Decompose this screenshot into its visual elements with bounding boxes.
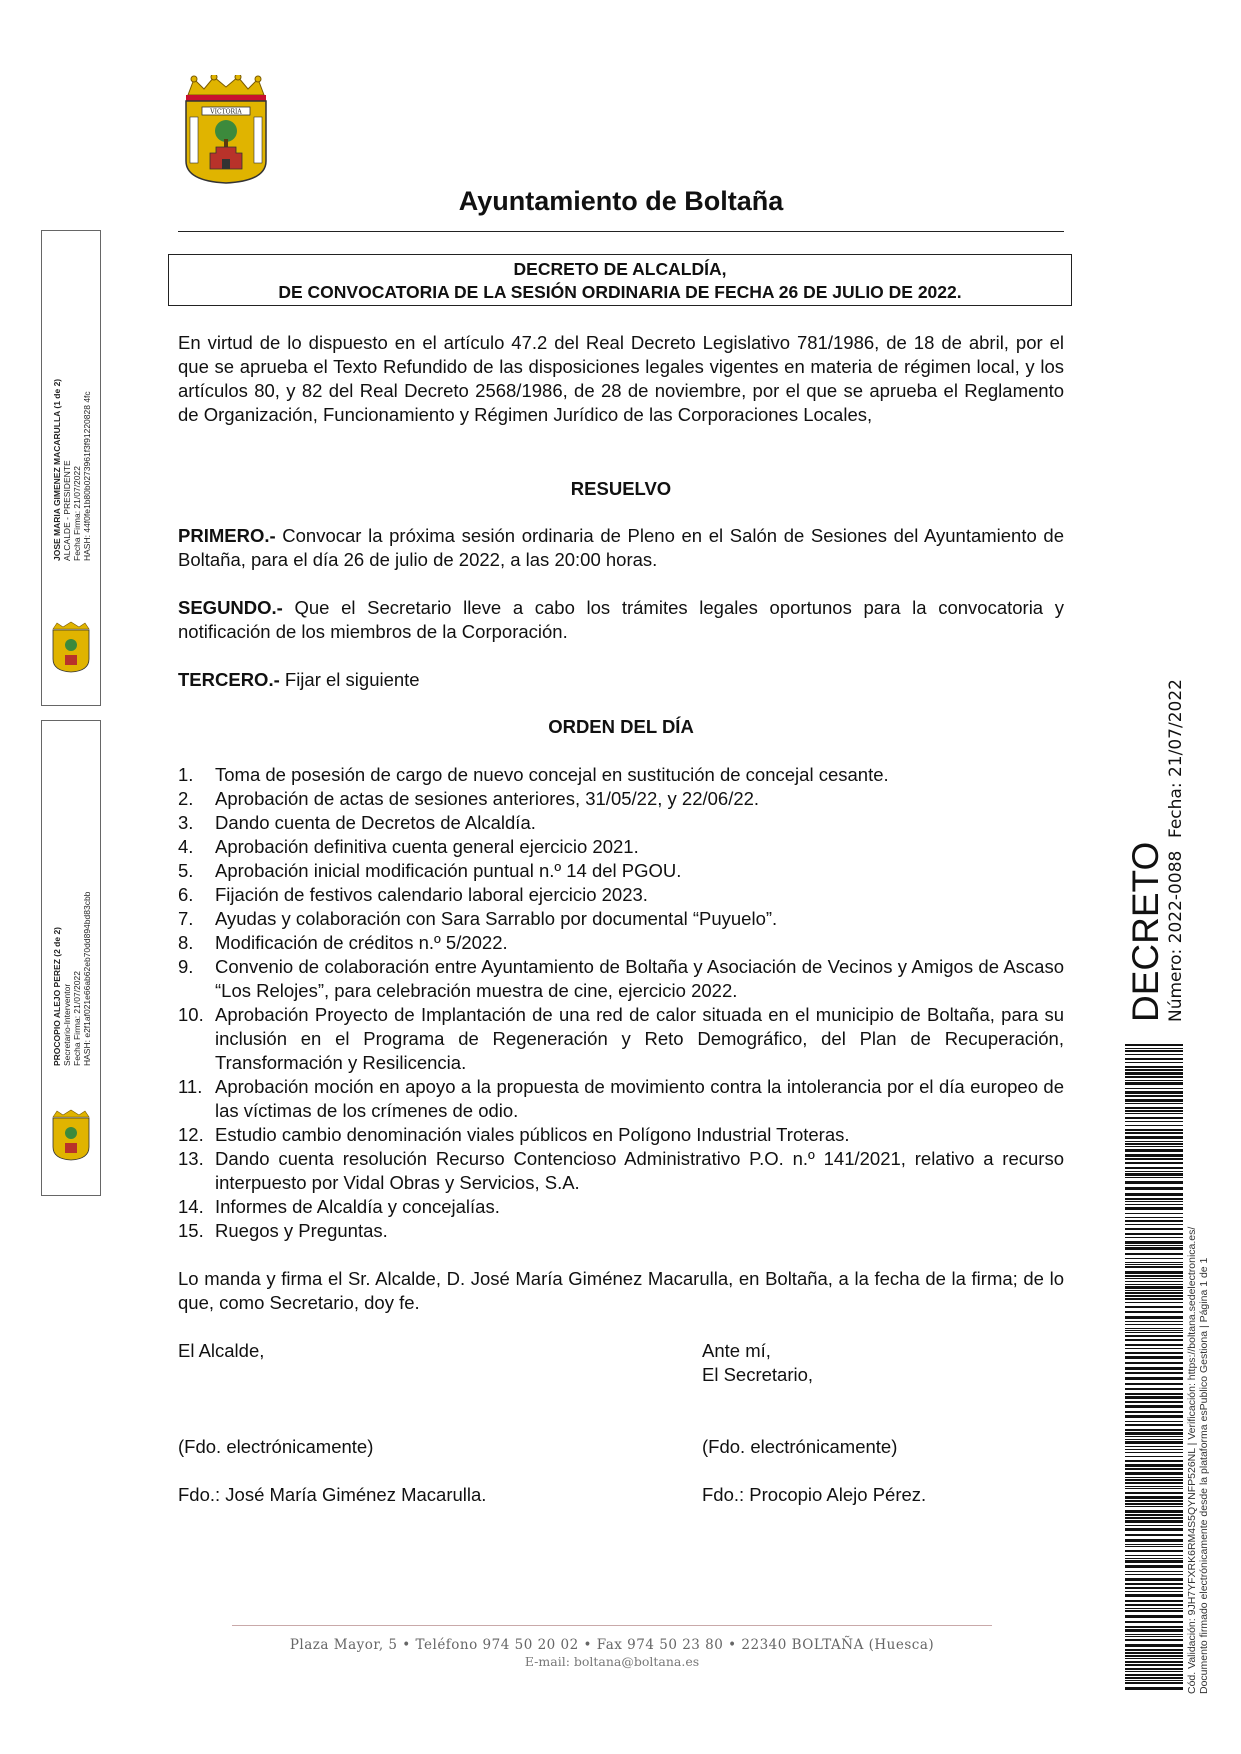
barcode-bar xyxy=(1125,1213,1183,1214)
barcode-bar xyxy=(1125,1335,1183,1337)
barcode-bar xyxy=(1125,1574,1183,1575)
barcode-bar xyxy=(1125,1266,1183,1268)
barcode-bar xyxy=(1125,1578,1183,1581)
agenda-item-number: 7. xyxy=(178,908,194,929)
barcode-bar xyxy=(1125,1207,1183,1210)
barcode-bar xyxy=(1125,1228,1183,1230)
barcode-bar xyxy=(1125,1503,1183,1505)
decreto-stamp-label: DECRETO xyxy=(1125,841,1166,1022)
barcode-bar xyxy=(1125,1198,1183,1200)
barcode-bar xyxy=(1125,1284,1183,1285)
barcode-bar xyxy=(1125,1220,1183,1222)
barcode-bar xyxy=(1125,1558,1183,1559)
barcode-bar xyxy=(1125,1429,1183,1431)
signature-date: Fecha Firma: 21/07/2022 xyxy=(72,466,82,561)
barcode-bar xyxy=(1125,1201,1183,1202)
barcode-bar xyxy=(1125,1321,1183,1322)
barcode-bar xyxy=(1125,1488,1183,1489)
decree-number: Número: 2022-0088 xyxy=(1166,850,1186,1022)
signer-name: JOSE MARIA GIMENEZ MACARULLA (1 de 2) xyxy=(52,378,62,561)
barcode-bar xyxy=(1125,1546,1183,1547)
agenda-list xyxy=(178,763,1064,1243)
barcode-bar xyxy=(1125,1539,1183,1542)
barcode-bar xyxy=(1125,1316,1183,1319)
barcode-bar xyxy=(1125,1328,1183,1329)
signature-left-electronic: (Fdo. electrónicamente) xyxy=(178,1436,374,1457)
barcode-bar xyxy=(1125,1091,1183,1094)
barcode-bar xyxy=(1125,1076,1183,1078)
barcode-bar xyxy=(1125,1217,1183,1218)
barcode-bar xyxy=(1125,1492,1183,1494)
barcode-bar xyxy=(1125,1517,1183,1519)
agenda-item xyxy=(178,1147,1064,1195)
barcode-bar xyxy=(1125,1278,1183,1279)
validation-code xyxy=(1186,1227,1210,1694)
barcode-bar xyxy=(1125,1472,1183,1475)
mini-crest-icon xyxy=(49,1109,93,1161)
barcode-bar xyxy=(1125,1510,1183,1513)
agenda-item-number: 10. xyxy=(178,1004,204,1025)
barcode-bar xyxy=(1125,1629,1183,1632)
barcode-bar xyxy=(1125,1594,1183,1597)
agenda-item xyxy=(178,859,1064,883)
barcode-bar xyxy=(1125,1306,1183,1308)
decree-title-line2: DE CONVOCATORIA DE LA SESIÓN ORDINARIA DE FECHA 26 DE JULIO DE 2022. xyxy=(278,282,962,302)
barcode-bar xyxy=(1125,1110,1183,1112)
agenda-item-text: Estudio cambio denominación viales públicos en Polígono Industrial Troteras. xyxy=(215,1124,850,1145)
decree-date: Fecha: 21/07/2022 xyxy=(1166,679,1186,838)
barcode-bar xyxy=(1125,1187,1183,1190)
barcode-bar xyxy=(1125,1062,1183,1063)
agenda-item-number: 12. xyxy=(178,1124,204,1145)
barcode-bar xyxy=(1125,1173,1183,1176)
barcode-bar xyxy=(1125,1295,1183,1297)
signer-role: ALCALDE - PRESIDENTE xyxy=(62,460,72,561)
agenda-item-number: 8. xyxy=(178,932,194,953)
barcode-bar xyxy=(1125,1415,1183,1418)
signature-right-name: Fdo.: Procopio Alejo Pérez. xyxy=(702,1484,927,1505)
barcode-bar xyxy=(1125,1439,1183,1440)
agenda-item-number: 6. xyxy=(178,884,194,905)
barcode-bar xyxy=(1125,1298,1183,1300)
barcode-bar xyxy=(1125,1125,1183,1126)
barcode-bar xyxy=(1125,1302,1183,1303)
barcode-bar xyxy=(1125,1044,1183,1046)
barcode-bar xyxy=(1125,1292,1183,1294)
barcode-bar xyxy=(1125,1286,1183,1289)
barcode-bar xyxy=(1125,1146,1183,1147)
barcode-bar xyxy=(1125,1534,1183,1536)
barcode-bar xyxy=(1125,1621,1183,1623)
agenda-item-number: 11. xyxy=(178,1076,203,1097)
barcode-bar xyxy=(1125,1177,1183,1178)
barcode-bar xyxy=(1125,1245,1183,1246)
barcode-bar xyxy=(1125,1224,1183,1225)
barcode-bar xyxy=(1125,1468,1183,1470)
footer-email: E-mail: boltana@boltana.es xyxy=(524,1654,700,1669)
barcode-bar xyxy=(1125,1117,1183,1119)
barcode-bar xyxy=(1125,1271,1183,1274)
barcode-bar xyxy=(1125,1608,1183,1609)
orden-del-dia-heading: ORDEN DEL DÍA xyxy=(548,716,694,737)
barcode-bar xyxy=(1125,1486,1183,1487)
agenda-item-number: 9. xyxy=(178,956,194,977)
barcode-bar xyxy=(1125,1452,1183,1453)
barcode-bar xyxy=(1125,1446,1183,1447)
signature-right-electronic: (Fdo. electrónicamente) xyxy=(702,1436,898,1457)
agenda-item xyxy=(178,763,1064,787)
header-divider xyxy=(178,231,1064,232)
barcode-bar xyxy=(1125,1514,1183,1516)
signer-name: PROCOPIO ALEJO PEREZ (2 de 2) xyxy=(52,926,62,1066)
barcode-bar xyxy=(1125,1158,1183,1160)
agenda-item-text: Aprobación Proyecto de Implantación de una red de calor situada en el municipio de Boltaña, para su inclusión en el Programa de Regeneración y Reto Demográfico, del Plan de Recuperación, Transformación y Resilicencia. xyxy=(215,1004,1064,1073)
barcode-bar xyxy=(1125,1644,1183,1647)
barcode-bar xyxy=(1125,1344,1183,1346)
signature-left-name: Fdo.: José María Giménez Macarulla. xyxy=(178,1484,487,1505)
agenda-item-text: Aprobación moción en apoyo a la propuesta de movimiento contra la intolerancia por el día europeo de las víctimas de los crímenes de odio. xyxy=(215,1076,1064,1121)
barcode-bar xyxy=(1125,1113,1183,1114)
barcode-bar xyxy=(1125,1436,1183,1437)
agenda-item-text: Dando cuenta resolución Recurso Contencioso Administrativo P.O. n.º 141/2021, relativo a recurso interpuesto por Vidal Obras y Servicios, S.A. xyxy=(215,1148,1064,1193)
agenda-item-text: Ruegos y Preguntas. xyxy=(215,1220,388,1241)
primero-label: PRIMERO.- xyxy=(178,525,276,546)
agenda-item xyxy=(178,1123,1064,1147)
barcode-bar xyxy=(1125,1058,1183,1060)
decree-title-box xyxy=(168,254,1072,306)
agenda-item-number: 3. xyxy=(178,812,194,833)
barcode-bar xyxy=(1125,1464,1183,1467)
barcode-bar xyxy=(1125,1132,1183,1134)
barcode-bar xyxy=(1125,1099,1183,1102)
agenda-item-number: 15. xyxy=(178,1220,204,1241)
barcode-bar xyxy=(1125,1544,1183,1545)
barcode-bar xyxy=(1125,1107,1183,1109)
barcode-bar xyxy=(1125,1372,1183,1374)
signature-hash: HASH: e2f1af021e66ab62eb70dd894bd83cbb xyxy=(82,891,92,1066)
intro-paragraph: En virtud de lo dispuesto en el artículo 47.2 del Real Decreto Legislativo 781/1986, de 18 de abril, por el que se aprueba el Texto Refundido de las disposiciones legales vigentes en materia de régimen local, y los artículos 80, y 82 del Real Decreto 2568/1986, de 28 de noviembre, por el que se aprueba el Reglamento de Organización, Funcionamiento y Régimen Jurídico de las Corporaciones Locales, xyxy=(178,332,1064,425)
barcode-bar xyxy=(1125,1604,1183,1606)
agenda-item-text: Aprobación de actas de sesiones anteriores, 31/05/22, y 22/06/22. xyxy=(215,788,760,809)
barcode-bar xyxy=(1125,1674,1183,1676)
agenda-item-text: Dando cuenta de Decretos de Alcaldía. xyxy=(215,812,536,833)
signature-right-role-1: Ante mí, xyxy=(702,1340,771,1361)
barcode-bar xyxy=(1125,1456,1183,1457)
barcode-bar xyxy=(1125,1162,1183,1164)
agenda-item-number: 1. xyxy=(178,764,194,785)
barcode-bar xyxy=(1125,1671,1183,1672)
barcode-bar xyxy=(1125,1560,1183,1563)
barcode-bar xyxy=(1125,1421,1183,1422)
barcode-bar xyxy=(1125,1069,1183,1071)
signature-hash: HASH: 44f0fe1b80b0273961f3f91220828 4fc xyxy=(82,391,92,561)
agenda-item-text: Convenio de colaboración entre Ayuntamiento de Boltaña y Asociación de Vecinos y Amigos de Ascaso “Los Relojes”, para celebración muestra de cine, ejercicio 2022. xyxy=(215,956,1064,1001)
barcode-bar xyxy=(1125,1237,1183,1238)
barcode-bar xyxy=(1125,1290,1183,1291)
barcode-bar xyxy=(1125,1587,1183,1589)
mini-crest-icon xyxy=(49,621,93,673)
barcode-bar xyxy=(1125,1520,1183,1523)
barcode-bar xyxy=(1125,1393,1183,1395)
agenda-item xyxy=(178,1219,1064,1243)
agenda-item xyxy=(178,955,1064,1003)
barcode-bar xyxy=(1125,1054,1183,1055)
signature-stamp-1-text xyxy=(52,379,92,561)
signature-stamp-1 xyxy=(41,230,101,706)
barcode-bar xyxy=(1125,1311,1183,1313)
agenda-item-number: 14. xyxy=(178,1196,204,1217)
barcode-bar xyxy=(1125,1528,1183,1531)
segundo-text: Que el Secretario lleve a cabo los trámites legales oportunos para la convocatoria y notificación de los miembros de la Corporación. xyxy=(178,597,1064,642)
signature-left-role: El Alcalde, xyxy=(178,1340,265,1361)
barcode-bar xyxy=(1125,1479,1183,1481)
barcode-bar xyxy=(1125,1680,1183,1681)
barcode-bar xyxy=(1125,1639,1183,1641)
agenda-item xyxy=(178,907,1064,931)
barcode-bar xyxy=(1125,1687,1183,1690)
barcode-bar xyxy=(1125,1615,1183,1618)
agenda-item xyxy=(178,787,1064,811)
barcode-bar xyxy=(1125,1449,1183,1450)
barcode-bar xyxy=(1125,1082,1183,1085)
barcode-bar xyxy=(1125,1262,1183,1263)
barcode-bar xyxy=(1125,1636,1183,1637)
barcode-bar xyxy=(1125,1482,1183,1484)
validation-line-2: Documento firmado electrónicamente desde la plataforma esPublico Gestiona | Página 1 de 1 xyxy=(1198,1257,1210,1694)
barcode-bar xyxy=(1125,1103,1183,1104)
barcode-bar xyxy=(1125,1634,1183,1635)
barcode-bar xyxy=(1125,1565,1183,1568)
barcode-bar xyxy=(1125,1181,1183,1184)
barcode-bar xyxy=(1125,1383,1183,1385)
agenda-item-text: Aprobación definitiva cuenta general ejercicio 2021. xyxy=(215,836,639,857)
barcode-bar xyxy=(1125,1460,1183,1462)
barcode-bar xyxy=(1125,1339,1183,1341)
barcode-bar xyxy=(1125,1095,1183,1097)
barcode-bar xyxy=(1125,1050,1183,1052)
agenda-item-number: 5. xyxy=(178,860,194,881)
barcode-bar xyxy=(1125,1149,1183,1152)
barcode-bar xyxy=(1125,1555,1183,1556)
agenda-item-text: Toma de posesión de cargo de nuevo concejal en sustitución de concejal cesante. xyxy=(215,764,889,785)
agenda-item-text: Aprobación inicial modificación puntual n.º 14 del PGOU. xyxy=(215,860,682,881)
barcode-bar xyxy=(1125,1136,1183,1139)
barcode-bar xyxy=(1125,1506,1183,1507)
barcode-bar xyxy=(1125,1141,1183,1142)
segundo-paragraph xyxy=(178,596,1064,644)
barcode-bar xyxy=(1125,1332,1183,1333)
barcode-bar xyxy=(1125,1655,1183,1657)
agenda-item xyxy=(178,1195,1064,1219)
barcode-bar xyxy=(1125,1496,1183,1499)
barcode-bar xyxy=(1125,1167,1183,1169)
barcode-bar xyxy=(1125,1154,1183,1157)
barcode-bar xyxy=(1125,1388,1183,1390)
barcode-bar xyxy=(1125,1652,1183,1654)
barcode-bar xyxy=(1125,1682,1183,1684)
barcode-bar xyxy=(1125,1626,1183,1628)
barcode-bar xyxy=(1125,1352,1183,1354)
barcode-bar xyxy=(1125,1583,1183,1585)
barcode-bar xyxy=(1125,1193,1183,1196)
barcode-bar xyxy=(1125,1600,1183,1602)
barcode-bar xyxy=(1125,1204,1183,1205)
barcode-bar xyxy=(1125,1143,1183,1145)
agenda-item xyxy=(178,883,1064,907)
barcode-bar xyxy=(1125,1396,1183,1399)
barcode-bar xyxy=(1125,1525,1183,1526)
signer-role: Secretario-Interventor xyxy=(62,983,72,1066)
resuelvo-heading: RESUELVO xyxy=(570,478,672,499)
barcode-bar xyxy=(1125,1432,1183,1435)
barcode-bar xyxy=(1125,1253,1183,1255)
barcode-bar xyxy=(1125,1129,1183,1131)
tercero-label: TERCERO.- xyxy=(178,669,280,690)
agenda-item-text: Fijación de festivos calendario laboral ejercicio 2023. xyxy=(215,884,648,905)
signature-date: Fecha Firma: 21/07/2022 xyxy=(72,971,82,1066)
barcode-bar xyxy=(1125,1324,1183,1325)
closing-paragraph: Lo manda y firma el Sr. Alcalde, D. José María Giménez Macarulla, en Boltaña, a la fecha de la firma; de lo que, como Secretario, doy fe. xyxy=(178,1268,1064,1313)
barcode-bar xyxy=(1125,1664,1183,1666)
barcode-bar xyxy=(1125,1330,1183,1331)
agenda-item-text: Modificación de créditos n.º 5/2022. xyxy=(215,932,508,953)
organization-name: Ayuntamiento de Boltaña xyxy=(458,186,784,216)
primero-paragraph xyxy=(178,524,1064,572)
decree-title-line1: DECRETO DE ALCALDÍA, xyxy=(513,259,727,279)
agenda-item xyxy=(178,1003,1064,1075)
footer-divider xyxy=(232,1625,992,1626)
barcode-bar xyxy=(1125,1066,1183,1068)
barcode-bar xyxy=(1125,1610,1183,1612)
barcode-bar xyxy=(1125,1264,1183,1265)
coat-of-arms-icon xyxy=(180,75,272,185)
tercero-text: Fijar el siguiente xyxy=(279,669,420,690)
barcode-bar xyxy=(1125,1356,1183,1359)
primero-text: Convocar la próxima sesión ordinaria de Pleno en el Salón de Sesiones del Ayuntamiento de Boltaña, para el día 26 de julio de 2022, a las 20:00 horas. xyxy=(178,525,1064,570)
agenda-item xyxy=(178,835,1064,859)
barcode-bar xyxy=(1125,1401,1183,1403)
barcode-bar xyxy=(1125,1121,1183,1122)
barcode-bar xyxy=(1125,1072,1183,1075)
barcode-bar xyxy=(1125,1668,1183,1670)
barcode-bar xyxy=(1125,1348,1183,1349)
barcode-bar xyxy=(1125,1661,1183,1663)
barcode-icon xyxy=(1125,1044,1183,1692)
barcode-bar xyxy=(1125,1233,1183,1235)
barcode-bar xyxy=(1125,1658,1183,1659)
barcode-bar xyxy=(1125,1550,1183,1552)
agenda-item-text: Ayudas y colaboración con Sara Sarrablo por documental “Puyuelo”. xyxy=(215,908,778,929)
barcode-bar xyxy=(1125,1571,1183,1572)
tercero-paragraph xyxy=(178,668,1064,692)
barcode-bar xyxy=(1125,1048,1183,1049)
svg-text:VICTORIA: VICTORIA xyxy=(210,108,242,116)
barcode-bar xyxy=(1125,1441,1183,1444)
agenda-item-text: Informes de Alcaldía y concejalías. xyxy=(215,1196,500,1217)
barcode-bar xyxy=(1125,1677,1183,1679)
validation-line-1: Cód. Validación: 9JH7YFXRK6RM4S5QYNFP526NL | Verificación: https://boltana.sedelectronica.es/ xyxy=(1186,1226,1198,1694)
barcode-bar xyxy=(1125,1258,1183,1259)
barcode-bar xyxy=(1125,1411,1183,1413)
agenda-item-number: 2. xyxy=(178,788,194,809)
barcode-bar xyxy=(1125,1281,1183,1282)
segundo-label: SEGUNDO.- xyxy=(178,597,283,618)
barcode-bar xyxy=(1125,1275,1183,1277)
barcode-bar xyxy=(1125,1080,1183,1081)
barcode-bar xyxy=(1125,1591,1183,1592)
barcode-bar xyxy=(1125,1362,1183,1364)
barcode-bar xyxy=(1125,1500,1183,1502)
barcode-bar xyxy=(1125,1424,1183,1426)
barcode-bar xyxy=(1125,1088,1183,1089)
barcode-bar xyxy=(1125,1405,1183,1408)
barcode-bar xyxy=(1125,1377,1183,1380)
agenda-item xyxy=(178,811,1064,835)
agenda-item-number: 13. xyxy=(178,1148,204,1169)
agenda-item xyxy=(178,931,1064,955)
barcode-bar xyxy=(1125,1247,1183,1250)
barcode-bar xyxy=(1125,1649,1183,1651)
barcode-bar xyxy=(1125,1477,1183,1478)
signature-stamp-2-text xyxy=(52,892,92,1066)
signature-stamp-2 xyxy=(41,720,101,1196)
signature-right-role-2: El Secretario, xyxy=(702,1364,814,1385)
barcode-bar xyxy=(1125,1367,1183,1370)
footer-address: Plaza Mayor, 5 • Teléfono 974 50 20 02 • Fax 974 50 23 80 • 22340 BOLTAÑA (Huesca) xyxy=(289,1637,935,1653)
agenda-item xyxy=(178,1075,1064,1123)
barcode-bar xyxy=(1125,1171,1183,1172)
agenda-item-number: 4. xyxy=(178,836,194,857)
barcode-bar xyxy=(1125,1241,1183,1244)
